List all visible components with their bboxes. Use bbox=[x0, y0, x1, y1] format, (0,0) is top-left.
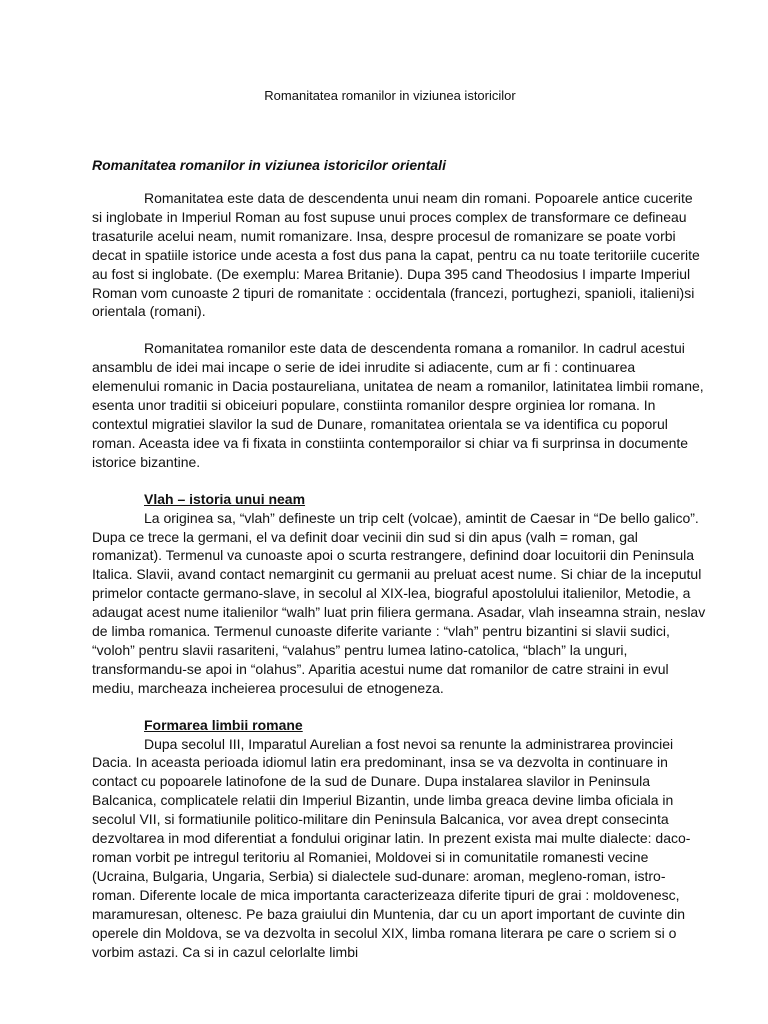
paragraph-descendenta: Romanitatea romanilor este data de descendenta romana a romanilor. In cadrul acestui ansamblu de idei mai incape o serie de idei inrudite si adiacente, cum ar fi : continuarea elemenului romanic in Dacia postaureliana, unitatea de neam a romanilor, latinitatea limbii romane, esenta unor traditii si obiceiuri populare, constiinta romanilor despre orginiea lor romana. In contextul migratiei slavilor la sud de Dunare, romanitatea orientala se va identifica cu poporul roman. Aceasta idee va fi fixata in constiinta contemporailor si chiar va fi surprinsa in documente istorice bizantine. bbox=[92, 340, 704, 470]
paragraph-romanitatea: Romanitatea este data de descendenta unui neam din romani. Popoarele antice cucerite si inglobate in Imperiul Roman au fost supuse unui proces complex de transformare ce defineau trasaturile acelui neam, numit romanizare. Insa, despre procesul de romanizare se poate vorbi decat in spatiile istorice unde acesta a fost dus pana la capat, pentru ca nu toate teritoriile cucerite au fost si inglobate. (De exemplu: Marea Britanie). Dupa 395 cand Theodosius I imparte Imperiul Roman vom cunoaste 2 tipuri de romanitate : occidentala (francezi, portughezi, spanioli, italieni)si orientala (romani). bbox=[92, 190, 700, 320]
document-title: Romanitatea romanilor in viziunea istoricilor bbox=[264, 88, 516, 103]
paragraph-formarea-limbii: Dupa secolul III, Imparatul Aurelian a fost nevoi sa renunte la administrarea provinciei Dacia. In aceasta perioada idiomul latin era predominant, insa se va dezvolta in continuare in contact cu popoarele latinofone de la sud de Dunare. Dupa instalarea slavilor in Peninsula Balcanica, complicatele relatii din Imperiul Bizantin, unde limba greaca devine limba oficiala in secolul VII, si formatiunile politico-militare din Peninsula Balcanica, vor avea drept consecinta dezvoltarea in mod diferentiat a fondului originar latin. In prezent exista mai multe dialecte: daco-roman vorbit pe intregul teritoriu al Romaniei, Moldovei si in comunitatile romanesti vecine (Ucraina, Bulgaria, Ungaria, Serbia) si dialectele sud-dunare: aroman, megleno-roman, istro-roman. Diferente locale de mica importanta caracterizeaza diferite tipuri de grai : moldovenesc, maramuresan, oltenesc. Pe baza graiului din Muntenia, dar cu un aport important de cuvinte din operele din Moldova, se va dezvolta in secolul XIX, limba romana literara pe care o scriem si o vorbim astazi. Ca si in cazul celorlalte limbi bbox=[92, 735, 691, 960]
subheading-formarea-limbii: Formarea limbii romane bbox=[144, 716, 303, 733]
paragraph-vlah: La originea sa, “vlah” defineste un trip celt (volcae), amintit de Caesar in “De bello galico”. Dupa ce trece la germani, el va definit doar vecinii din sud si din apus (valh = roman, gal romanizat). Termenul va cunoaste apoi o scurta restrangere, definind doar locuitorii din Peninsula Italica. Slavii, avand contact nemarginit cu germanii au preluat acest nume. Si chiar de la inceputul primelor contacte germano-slave, in secolul al XIX-lea, biograful apostolului italienilor, Metodie, a adaugat acest nume italienilor “walh” luat prin filiera germana. Asadar, vlah inseamna strain, neslav de limba romanica. Termenul cunoaste diferite variante : “vlah” pentru bizantini si slavii sudici, “voloh” pentru slavii rasariteni, “valahus” pentru lumea latino-catolica, “blach” la unguri, transformandu-se apoi in “olahus”. Aparitia acestui nume dat romanilor de catre straini in evul mediu, marcheaza incheierea procesului de etnogeneza. bbox=[92, 509, 706, 696]
subheading-vlah: Vlah – istoria unui neam bbox=[144, 490, 306, 507]
section-heading: Romanitatea romanilor in viziunea istoricilor orientali bbox=[92, 157, 446, 173]
